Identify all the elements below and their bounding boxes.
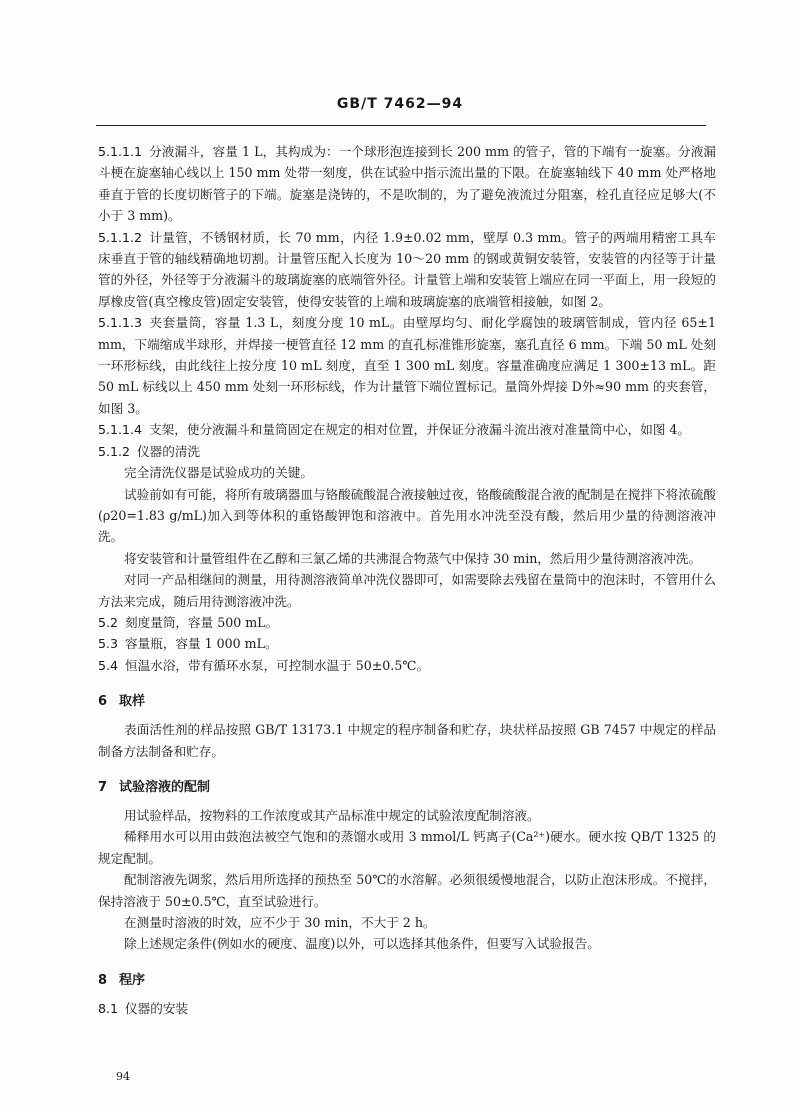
clause-text: 仪器的清洗 xyxy=(137,443,201,459)
clause xyxy=(98,419,716,440)
clause-text: 仪器的安装 xyxy=(125,1000,188,1016)
paragraph: 配制溶液先调浆，然后用所选择的预热至 50℃的水溶解。必须很缓慢地混合，以防止泡沫形成。不搅拌，保持溶液于 50±0.5℃，直至试验进行。 xyxy=(98,872,716,909)
paragraph: 用试验样品，按物料的工作浓度或其产品标准中规定的试验浓度配制溶液。 xyxy=(124,807,540,823)
clause-number: 5.1.1.3 xyxy=(98,315,143,331)
clause-number: 5.1.1.2 xyxy=(98,229,143,245)
clause xyxy=(98,612,716,633)
clause xyxy=(98,655,716,676)
paragraph: 除上述规定条件(例如水的硬度、温度)以外，可以选择其他条件，但要写入试验报告。 xyxy=(124,936,600,952)
paragraph xyxy=(98,484,716,548)
clause-number: 5.3 xyxy=(98,636,119,652)
clause xyxy=(98,633,716,654)
section-number: 7 xyxy=(98,779,108,795)
clause-text: 支架，使分液漏斗和量筒固定在规定的相对位置，并保证分液漏斗流出液对准量筒中心，如图 4。 xyxy=(149,422,691,438)
clause-number: 5.1.2 xyxy=(98,443,131,459)
section-number: 6 xyxy=(98,694,108,710)
section-number: 8 xyxy=(98,972,108,988)
clause-number: 5.4 xyxy=(98,657,119,673)
clause-text: 计量管，不锈钢材质，长 70 mm，内径 1.9±0.02 mm，壁厚 0.3 mm。管子的两端用精密工具车床垂直于管的轴线精确地切割。计量管压配入长度为 10～20 mm 的钢或黄铜安装管，安装管的内径等于计量管的外径，外径等于分液漏斗的玻璃旋塞的底端管外径。计量管上端和安装管上端应在同一平面上，用一段短的厚橡皮管(真空橡皮管)固定安装管，使得安装管的上端和玻璃旋塞的底端管相接触，如图 2。 xyxy=(98,229,716,309)
section-title: 程序 xyxy=(119,972,146,988)
standard-header: GB/T 7462—94 xyxy=(336,96,464,112)
section-8-heading xyxy=(98,969,716,988)
clause-text: 刻度量筒，容量 500 mL。 xyxy=(125,614,279,630)
clause-text: 容量瓶，容量 1 000 mL。 xyxy=(125,636,278,652)
clause-text: 将安装管和计量管组件在乙醇和三氯乙烯的共沸混合物蒸气中保持 30 min，然后用少量待测溶液冲洗。 xyxy=(124,550,702,566)
paragraph: 在测量时溶液的时效，应不少于 30 min，不大于 2 h。 xyxy=(124,915,436,930)
clause-list xyxy=(98,141,716,676)
paragraph xyxy=(98,569,716,612)
section-title: 取样 xyxy=(119,694,146,710)
document-body xyxy=(98,141,716,1019)
paragraph: 稀释用水可以用由鼓泡法被空气饱和的蒸馏水或用 3 mmol/L 钙离子(Ca²⁺)硬水。硬水按 QB/T 1325 的规定配制。 xyxy=(98,829,716,866)
section-title: 试验溶液的配制 xyxy=(119,779,211,795)
clause xyxy=(98,227,716,313)
paragraph xyxy=(98,548,716,569)
paragraph xyxy=(98,462,716,483)
clause-text: 完全清洗仪器是试验成功的关键。 xyxy=(124,465,313,481)
section-6-heading xyxy=(98,690,716,709)
clause-number: 5.2 xyxy=(98,614,119,630)
clause xyxy=(98,441,716,462)
clause-number: 5.1.1.1 xyxy=(98,144,143,159)
clause xyxy=(98,312,716,419)
clause-text: 对同一产品相继间的测量，用待测溶液简单冲洗仪器即可，如需要除去残留在量筒中的泡沫时，不管用什么方法来完成，随后用待测溶液冲洗。 xyxy=(98,572,716,609)
section-7-heading xyxy=(98,776,716,795)
clause-8-1 xyxy=(98,998,716,1019)
clause-number: 8.1 xyxy=(98,1000,119,1016)
clause-text: 试验前如有可能，将所有玻璃器皿与铬酸硫酸混合液接触过夜，铬酸硫酸混合液的配制是在搅拌下将浓硫酸(ρ20=1.83 g/mL)加入到等体积的重铬酸钾饱和溶液中。首先用水冲洗至没有酸，然后用少量的待测溶液冲洗。 xyxy=(98,486,716,545)
page-number: 94 xyxy=(116,1070,130,1083)
clause-text: 恒温水浴，带有循环水泵，可控制水温于 50±0.5℃。 xyxy=(125,657,430,673)
header-rule xyxy=(96,125,706,126)
clause-text: 分液漏斗，容量 1 L，其构成为：一个球形泡连接到长 200 mm 的管子，管的下端有一旋塞。分液漏斗梗在旋塞轴心线以上 150 mm 处带一刻度，供在试验中指示流出量的下限。在旋塞轴线下 40 mm 处严格地垂直于管的长度切断管子的下端。旋塞是浇铸的，不是吹制的，为了避免液流过分阻塞，栓孔直径应足够大(不小于 3 mm)。 xyxy=(98,144,716,224)
clause xyxy=(98,141,716,227)
paragraph: 表面活性剂的样品按照 GB/T 13173.1 中规定的程序制备和贮存，块状样品按照 GB 7457 中规定的样品制备方法制备和贮存。 xyxy=(98,722,716,759)
clause-text: 夹套量筒，容量 1.3 L，刻度分度 10 mL。由壁厚均匀、耐化学腐蚀的玻璃管制成，管内径 65±1 mm，下端缩成半球形，并焊接一梗管直径 12 mm 的直孔标准锥形旋塞，塞孔直径 6 mm。下端 50 mL 处刻一环形标线，由此线往上按分度 10 mL 刻度，直至 1 300 mL 刻度。容量准确度应满足 1 300±13 mL。距 50 mL 标线以上 450 mm 处刻一环形标线，作为计量管下端位置标记。量筒外焊接 D外≈90 mm 的夹套管，如图 3。 xyxy=(98,315,716,416)
clause-number: 5.1.1.4 xyxy=(98,422,143,438)
